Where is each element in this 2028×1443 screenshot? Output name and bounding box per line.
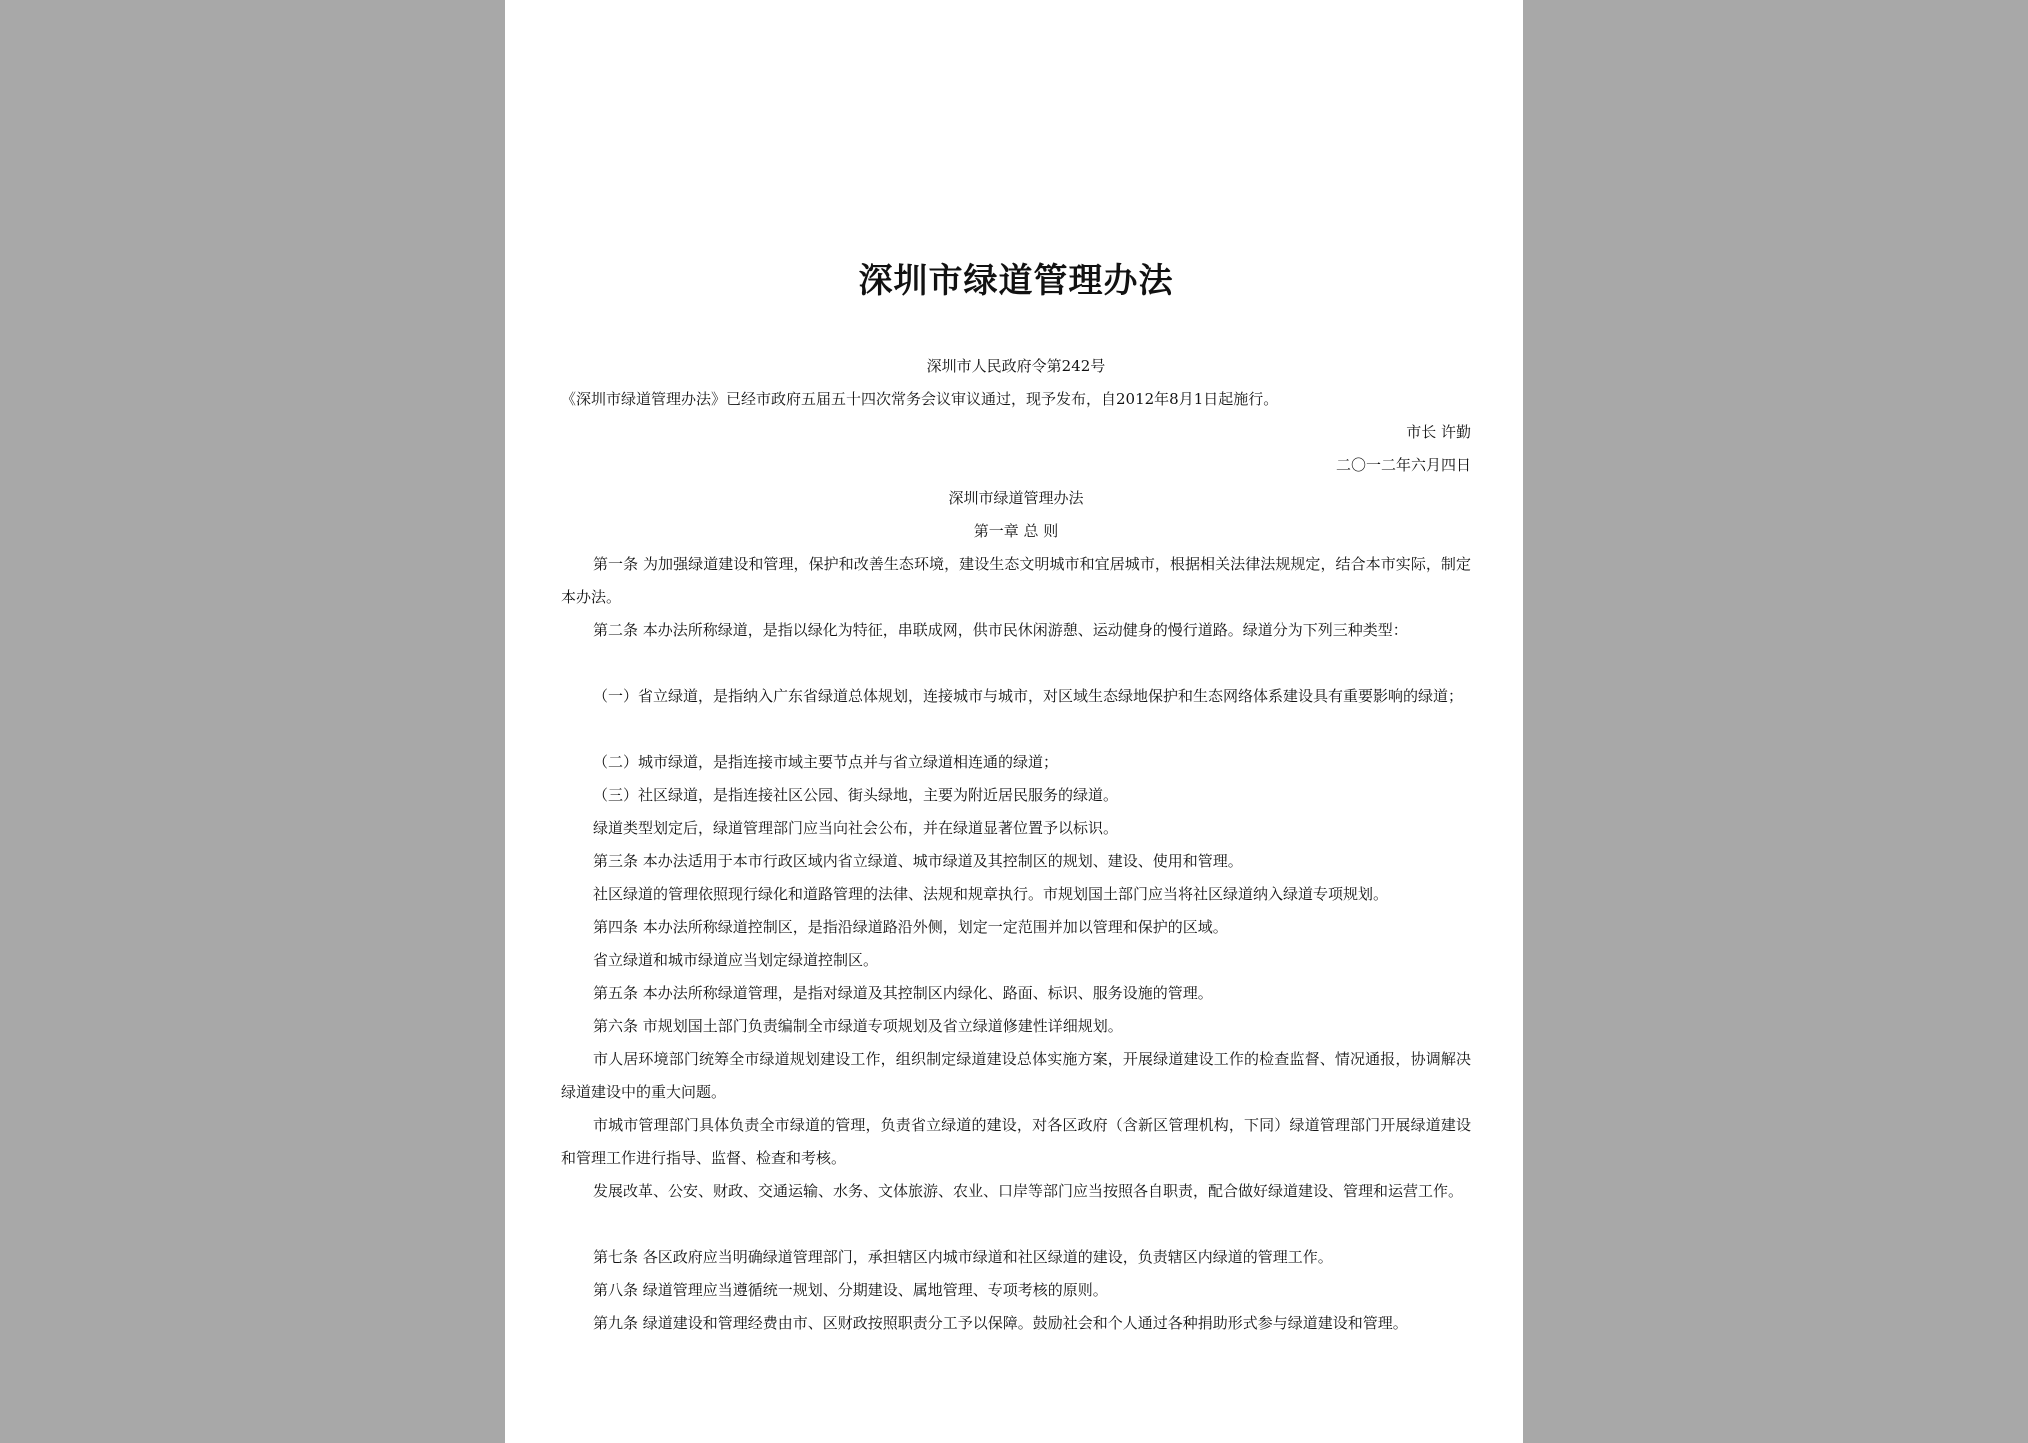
article-2-note: 绿道类型划定后，绿道管理部门应当向社会公布，并在绿道显著位置予以标识。: [593, 819, 1119, 837]
article-2-item-2: （二）城市绿道，是指连接市域主要节点并与省立绿道相连通的绿道；: [593, 753, 1059, 771]
article-3-note: 社区绿道的管理依照现行绿化和道路管理的法律、法规和规章执行。市规划国土部门应当将社区绿道纳入绿道专项规划。: [593, 885, 1389, 903]
article-2: 第二条 本办法所称绿道，是指以绿化为特征，串联成网，供市民休闲游憩、运动健身的慢行道路。绿道分为下列三种类型：: [593, 621, 1408, 639]
document-title: 深圳市绿道管理办法: [858, 261, 1174, 301]
signatory: 市长 许勤: [1406, 423, 1471, 441]
article-6-note-2: 市城市管理部门具体负责全市绿道的管理，负责省立绿道的建设，对各区政府（含新区管理机构，下同）绿道管理部门开展绿道建设和管理工作进行指导、监督、检查和考核。: [561, 1116, 1471, 1167]
article-6-note-3: 发展改革、公安、财政、交通运输、水务、文体旅游、农业、口岸等部门应当按照各自职责，配合做好绿道建设、管理和运营工作。: [593, 1182, 1464, 1200]
article-4-note: 省立绿道和城市绿道应当划定绿道控制区。: [593, 951, 879, 969]
article-1: 第一条 为加强绿道建设和管理，保护和改善生态环境，建设生态文明城市和宜居城市，根据相关法律法规规定，结合本市实际，制定本办法。: [561, 555, 1471, 606]
document-page: [505, 0, 1523, 1443]
promulgation-text: 《深圳市绿道管理办法》已经市政府五届五十四次常务会议审议通过，现予发布，自2012年8月1日起施行。: [561, 390, 1279, 408]
article-3: 第三条 本办法适用于本市行政区域内省立绿道、城市绿道及其控制区的规划、建设、使用和管理。: [593, 852, 1243, 870]
article-6-note-1: 市人居环境部门统筹全市绿道规划建设工作，组织制定绿道建设总体实施方案，开展绿道建设工作的检查监督、情况通报，协调解决绿道建设中的重大问题。: [561, 1050, 1471, 1101]
article-5: 第五条 本办法所称绿道管理，是指对绿道及其控制区内绿化、路面、标识、服务设施的管理。: [593, 984, 1213, 1002]
document-subtitle: 深圳市绿道管理办法: [948, 489, 1084, 507]
order-number: 深圳市人民政府令第242号: [926, 357, 1106, 375]
article-2-item-1: （一）省立绿道，是指纳入广东省绿道总体规划，连接城市与城市，对区域生态绿地保护和生态网络体系建设具有重要影响的绿道；: [593, 687, 1464, 705]
article-8: 第八条 绿道管理应当遵循统一规划、分期建设、属地管理、专项考核的原则。: [593, 1281, 1108, 1299]
article-2-item-3: （三）社区绿道，是指连接社区公园、街头绿地，主要为附近居民服务的绿道。: [593, 786, 1119, 804]
article-4: 第四条 本办法所称绿道控制区，是指沿绿道路沿外侧，划定一定范围并加以管理和保护的区域。: [593, 918, 1228, 936]
chapter-heading: 第一章 总 则: [973, 522, 1059, 540]
signing-date: 二〇一二年六月四日: [1335, 456, 1471, 474]
article-7: 第七条 各区政府应当明确绿道管理部门，承担辖区内城市绿道和社区绿道的建设，负责辖区内绿道的管理工作。: [593, 1248, 1333, 1266]
article-9: 第九条 绿道建设和管理经费由市、区财政按照职责分工予以保障。鼓励社会和个人通过各种捐助形式参与绿道建设和管理。: [593, 1314, 1408, 1332]
article-6: 第六条 市规划国土部门负责编制全市绿道专项规划及省立绿道修建性详细规划。: [593, 1017, 1123, 1035]
